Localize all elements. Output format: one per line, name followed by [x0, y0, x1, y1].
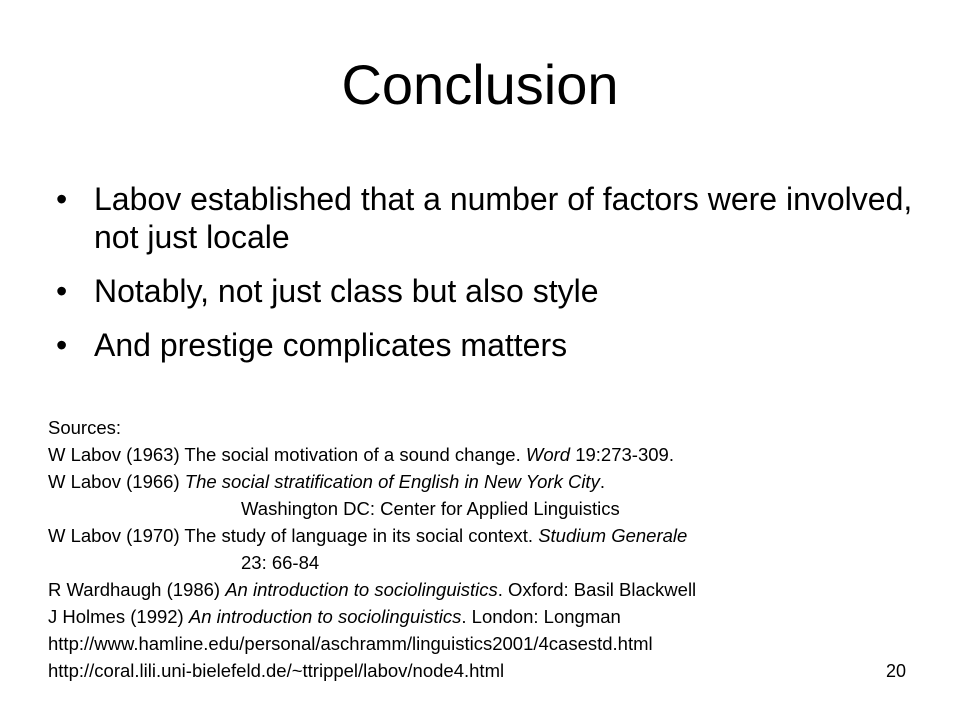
source-text: R Wardhaugh (1986): [48, 579, 226, 600]
bullet-list: [56, 180, 916, 380]
source-link[interactable]: http://coral.lili.uni-bielefeld.de/~ttrippel/labov/node4.html: [48, 660, 505, 681]
source-title: The social stratification of English in New York City: [184, 471, 600, 492]
source-entry: [48, 522, 928, 549]
source-link[interactable]: http://www.hamline.edu/personal/aschramm/linguistics2001/4casestd.html: [48, 633, 653, 654]
source-entry: [48, 468, 928, 495]
source-title: Word: [525, 444, 571, 465]
source-text: W Labov (1963) The social motivation of a sound change.: [48, 444, 526, 465]
source-text: 23: 66-84: [241, 552, 320, 573]
source-entry-continuation: [48, 495, 928, 522]
bullet-item: • Labov established that a number of factors were involved, not just locale: [56, 180, 916, 256]
slide-title: Conclusion: [341, 53, 619, 116]
source-text: W Labov (1970) The study of language in its social context.: [48, 525, 539, 546]
source-entry: [48, 441, 928, 468]
source-entry: [48, 576, 928, 603]
source-url[interactable]: [48, 630, 928, 657]
source-entry-continuation: [48, 549, 928, 576]
source-text: 19:273-309.: [570, 444, 674, 465]
source-text: Washington DC: Center for Applied Linguistics: [241, 498, 620, 519]
slide-number: 20: [885, 661, 906, 681]
source-text: . Oxford: Basil Blackwell: [497, 579, 697, 600]
source-text: .: [599, 471, 605, 492]
sources-heading: Sources:: [48, 417, 122, 438]
source-entry: [48, 603, 928, 630]
source-title: An introduction to sociolinguistics: [188, 606, 462, 627]
source-text: J Holmes (1992): [48, 606, 189, 627]
source-url[interactable]: [48, 657, 928, 684]
bullet-item: • Notably, not just class but also style: [56, 272, 916, 310]
source-text: W Labov (1966): [48, 471, 185, 492]
bullet-item: • And prestige complicates matters: [56, 326, 916, 364]
source-title: Studium Generale: [538, 525, 688, 546]
sources-block: [48, 414, 928, 684]
source-text: . London: Longman: [461, 606, 621, 627]
source-title: An introduction to sociolinguistics: [225, 579, 498, 600]
